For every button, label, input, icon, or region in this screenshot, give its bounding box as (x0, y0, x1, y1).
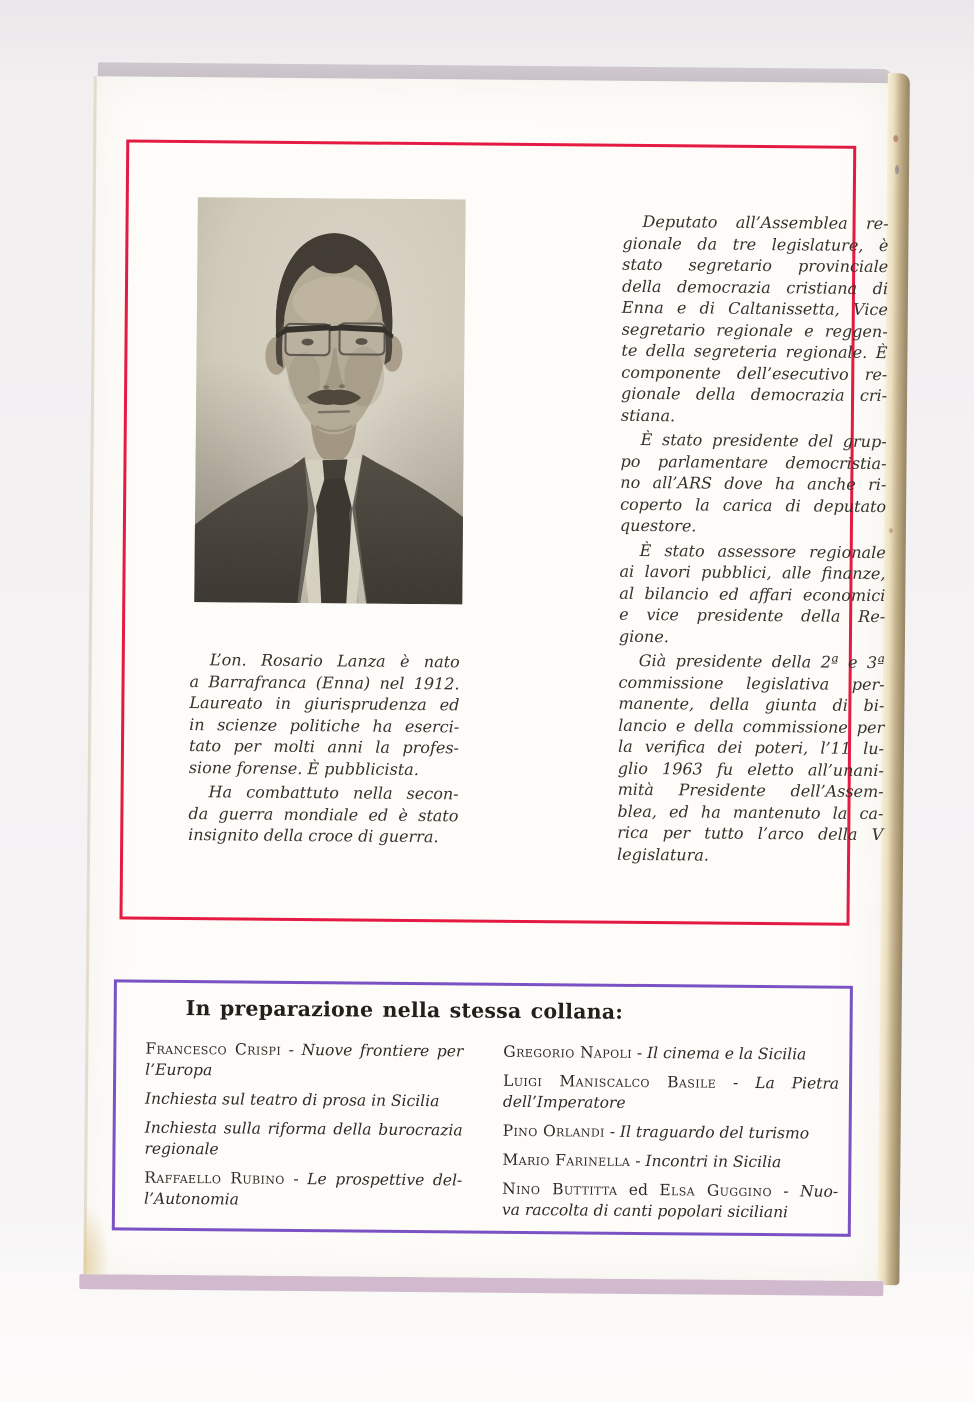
text-line: Già presidente della 2ª e 3ª (638, 650, 885, 673)
series-entry (145, 1039, 463, 1084)
book-title: Inchiesta sulla riforma della burocrazia (144, 1118, 463, 1140)
entry-line (502, 1150, 838, 1174)
text-line: della democrazia cristiana di (621, 276, 889, 298)
text-line: po parlamentare democristia- (620, 451, 887, 473)
text-line: È stato assessore regionale (639, 540, 886, 562)
series-entry (503, 1121, 839, 1145)
text-line: stato segretario provinciale (622, 254, 889, 277)
text-line: lancio e della commissione per (618, 715, 885, 737)
entry-line (503, 1071, 839, 1095)
book-back-cover (63, 58, 912, 1299)
entry-line (502, 1200, 838, 1224)
text-line: insignito della croce di guerra. (188, 825, 439, 847)
text-line: tato per molti anni la profes- (188, 736, 460, 758)
text-line: legislatura. (616, 844, 709, 865)
corner-foxing (83, 1204, 110, 1274)
text-line: Ha combattuto nella secon- (208, 782, 459, 804)
text-line: ai lavori pubblici, alle finanze, (619, 561, 886, 584)
bio-paragraph (188, 781, 459, 848)
entry-line (144, 1189, 462, 1213)
author-name: Elsa Guggino (659, 1181, 772, 1201)
entry-line (145, 1118, 463, 1142)
text-line: commissione legislativa per- (618, 672, 885, 694)
book-title: va raccolta di canti popolari siciliani (501, 1200, 789, 1222)
series-entry (502, 1179, 838, 1224)
author-name: Mario Farinella (502, 1150, 631, 1170)
bio-left-column (188, 649, 460, 851)
text-line: rica per tutto l’arco della V (617, 822, 884, 845)
text-line: segretario regionale e reggen- (621, 319, 888, 341)
text-line: no all’ARS dove ha anche ri- (620, 472, 887, 495)
text-line: stiana. (620, 405, 676, 425)
entry-line (145, 1039, 463, 1063)
text-line: Deputato all’Assemblea re- (642, 211, 889, 234)
text-line: glio 1963 fu eletto all’unani- (617, 758, 884, 780)
author-name: Gregorio Napoli (503, 1042, 633, 1062)
author-name: Nino Buttitta (502, 1179, 618, 1199)
text-line: e vice presidente della Re- (619, 604, 886, 627)
separator: - (281, 1040, 302, 1060)
entry-line (503, 1042, 839, 1066)
portrait-photo (194, 197, 466, 604)
bio-paragraph (620, 429, 887, 539)
book-title: dell’Imperatore (502, 1092, 626, 1112)
series-right-column (502, 1042, 840, 1232)
cover-paper (85, 76, 887, 1281)
book-title: l’Europa (145, 1060, 213, 1080)
text-line: È stato presidente del grup- (640, 429, 887, 452)
book-title: Nuo- (799, 1182, 839, 1201)
separator: - (716, 1073, 756, 1092)
text-line: al bilancio ed affari economici (619, 583, 886, 605)
series-entry (502, 1150, 838, 1174)
text-line: in scienze politiche ha eserci- (189, 714, 460, 736)
bio-paragraph (619, 539, 886, 649)
entry-line (145, 1089, 463, 1113)
text-line: questore. (619, 515, 697, 536)
separator: - (604, 1122, 621, 1141)
book-title: Le prospettive del- (307, 1170, 463, 1190)
series-entry (503, 1042, 839, 1066)
text-line: mità Presidente dell’Assem- (617, 779, 884, 802)
text-line: la verifica dei poteri, l’11 lu- (617, 736, 885, 759)
separator: - (284, 1169, 308, 1189)
book-title: Nuove frontiere per (301, 1041, 464, 1061)
book-title: l’Autonomia (143, 1189, 239, 1209)
series-entry (144, 1168, 462, 1213)
series-box (112, 979, 853, 1236)
series-heading: In preparazione nella stessa collana: (185, 996, 624, 1024)
text-line: L’on. Rosario Lanza è nato (209, 650, 460, 672)
author-name: Francesco Crispi (145, 1039, 282, 1059)
text-line: da guerra mondiale ed è stato (188, 803, 459, 825)
book-title: regionale (144, 1139, 219, 1159)
series-entry (503, 1071, 839, 1116)
separator: - (630, 1151, 646, 1171)
entry-line (144, 1139, 462, 1163)
text-line: manente, della giunta di bi- (618, 693, 885, 716)
series-entry (145, 1089, 463, 1113)
text-line: gione. (618, 626, 669, 646)
separator: - (771, 1182, 801, 1201)
foxing-spot (889, 528, 893, 533)
text-line: Enna e di Caltanissetta, Vice (621, 297, 888, 320)
text-line: te della segreteria regionale. È (621, 340, 888, 363)
author-name: Pino Orlandi (502, 1121, 605, 1141)
bio-paragraph (189, 649, 460, 780)
entry-line (503, 1121, 839, 1145)
book-title: Inchiesta sul teatro di prosa in Sicilia (144, 1089, 440, 1111)
bio-paragraph (621, 211, 889, 428)
bio-right-column (617, 211, 889, 870)
foxing-spot (893, 135, 898, 142)
entry-line (144, 1168, 462, 1192)
entry-line (145, 1060, 463, 1084)
text-line: blea, ed ha mantenuto la ca- (617, 801, 884, 823)
series-left-column (144, 1039, 464, 1221)
text-line: sione forense. È pubblicista. (188, 757, 419, 779)
separator: ed (617, 1180, 660, 1200)
text-line: gionale da tre legislature, è (622, 233, 889, 255)
author-name: Luigi Maniscalco Basile (503, 1071, 717, 1092)
book-title: Il cinema e la Sicilia (647, 1044, 807, 1064)
man-portrait-illustration (194, 197, 466, 604)
entry-line (503, 1092, 839, 1116)
text-line: Laureato in giurisprudenza ed (189, 693, 460, 715)
bio-paragraph (617, 650, 885, 867)
text-line: coperto la carica di deputato (620, 494, 887, 516)
text-line: a Barrafranca (Enna) nel 1912. (189, 671, 460, 693)
book-title: Incontri in Sicilia (645, 1152, 782, 1172)
book-title: La Pietra (755, 1073, 840, 1093)
text-line: componente dell’esecutivo re- (621, 362, 888, 384)
foxing-spot (895, 165, 899, 174)
text-line: gionale della democrazia cri- (621, 383, 888, 406)
entry-line (502, 1179, 838, 1203)
separator: - (631, 1043, 648, 1063)
book-title: Il traguardo del turismo (619, 1122, 810, 1143)
series-entry (144, 1118, 462, 1163)
author-name: Raffaello Rubino (144, 1168, 285, 1188)
cover-left-edge (83, 76, 96, 1274)
